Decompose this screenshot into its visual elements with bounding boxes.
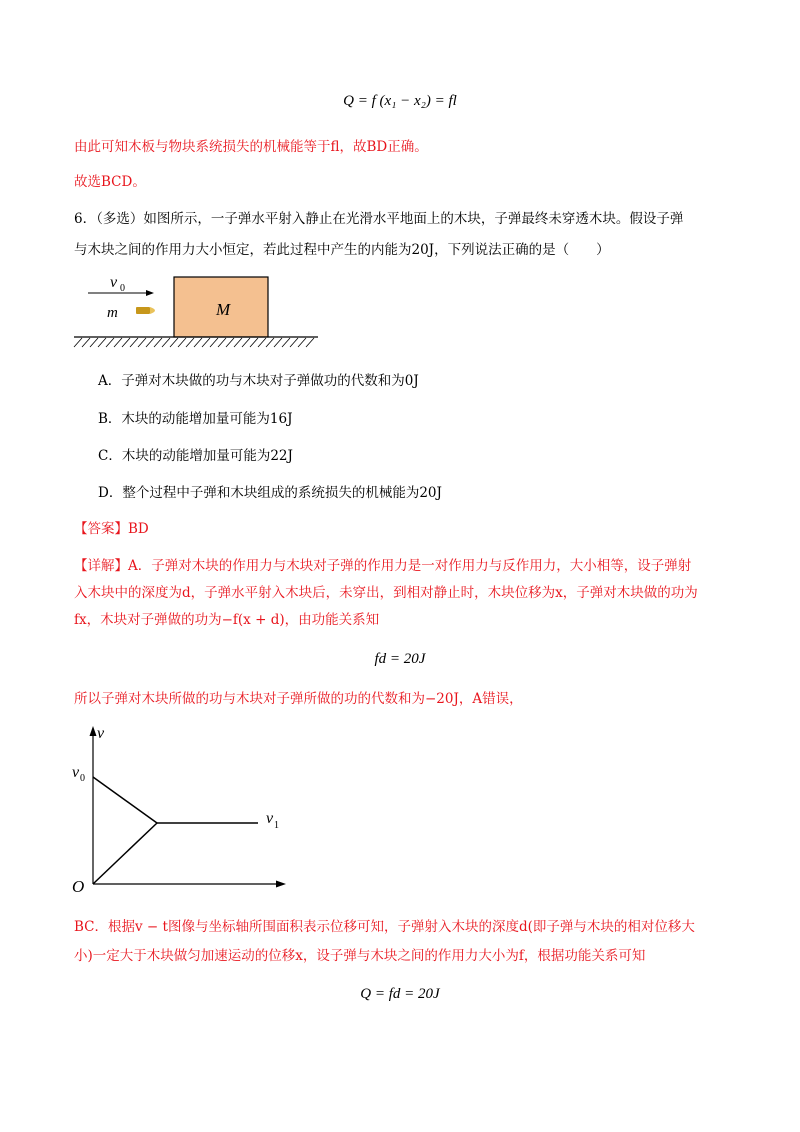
option-d: D．整个过程中子弹和木块组成的系统损失的机械能为20J xyxy=(98,485,442,501)
x-axis-arrow-icon xyxy=(276,881,286,888)
bc-line-2: 小)一定大于木块做匀加速运动的位移x，设子弹与木块之间的作用力大小为f，根据功能关系可知 xyxy=(74,948,646,964)
conclusion-line-2: 故选BCD。 xyxy=(74,174,146,190)
origin-label: O xyxy=(72,877,85,896)
option-b: B．木块的动能增加量可能为16J xyxy=(98,411,293,427)
velocity-arrowhead-icon xyxy=(146,290,154,296)
v0-subscript: 0 xyxy=(120,283,125,294)
ground-hatching xyxy=(74,338,314,347)
detail-line-3: fx，木块对子弹做的功为−f(x + d)，由功能关系知 xyxy=(74,612,380,628)
option-a: A．子弹对木块做的功与木块对子弹做功的代数和为0J xyxy=(98,373,419,389)
question-line-1: 6．（多选）如图所示，一子弹水平射入静止在光滑水平地面上的木块，子弹最终未穿透木块。假设子弹 xyxy=(74,211,684,227)
block-velocity-line xyxy=(93,823,157,884)
v1-label: v xyxy=(266,810,274,827)
equation-q-fd: Q = fd = 20J xyxy=(360,986,440,1002)
y-axis-arrow-icon xyxy=(90,726,97,736)
v0-axis-label: v xyxy=(72,764,80,781)
bullet-velocity-line xyxy=(93,777,157,823)
equation-top: Q = f (x₁ − x₂) = fl xyxy=(343,93,457,109)
block-mass-label: M xyxy=(216,300,231,319)
v1-subscript: 1 xyxy=(274,820,279,831)
bullet-icon xyxy=(136,307,155,314)
detail-line-1: 【详解】A．子弹对木块的作用力与木块对子弹的作用力是一对作用力与反作用力，大小相等，设子弹射 xyxy=(74,558,692,574)
detail-line-4: 所以子弹对木块所做的功与木块对子弹所做的功的代数和为−20J，A错误， xyxy=(74,691,523,707)
bullet-block-diagram xyxy=(70,265,330,355)
conclusion-line-1: 由此可知木板与物块系统损失的机械能等于fl，故BD正确。 xyxy=(74,139,428,155)
v0-label: v xyxy=(110,274,118,291)
velocity-time-graph xyxy=(70,722,300,902)
equation-fd: fd = 20J xyxy=(374,651,426,667)
bc-line-1: BC．根据v − t图像与坐标轴所围面积表示位移可知，子弹射入木块的深度d(即子弹与木块的相对位移大 xyxy=(74,919,695,935)
option-c: C．木块的动能增加量可能为22J xyxy=(98,448,293,464)
detail-line-2: 入木块中的深度为d，子弹水平射入木块后，未穿出，到相对静止时，木块位移为x，子弹对木块做的功为 xyxy=(74,585,698,601)
v0-axis-subscript: 0 xyxy=(80,773,85,784)
answer: 【答案】BD xyxy=(74,521,149,537)
question-line-2: 与木块之间的作用力大小恒定，若此过程中产生的内能为20J，下列说法正确的是（ ） xyxy=(74,242,610,258)
y-axis-label: v xyxy=(97,725,105,742)
bullet-mass-label: m xyxy=(107,305,118,321)
